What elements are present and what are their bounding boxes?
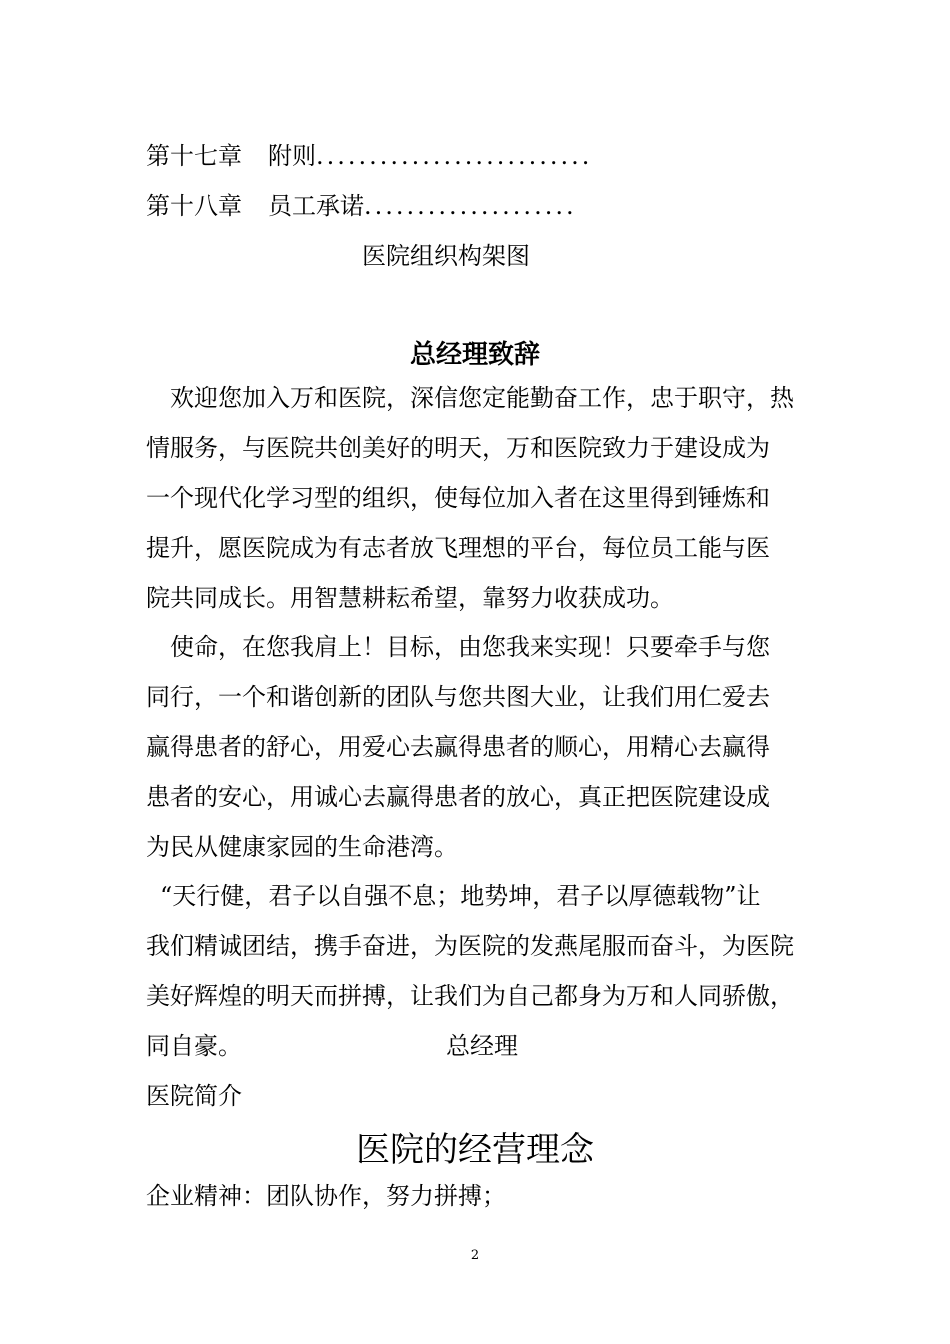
philosophy-title: 医院的经营理念 xyxy=(356,1130,594,1170)
gm-speech-paragraph-3-cont xyxy=(146,921,816,1021)
text-line: 赢得患者的舒心，用爱心去赢得患者的顺心，用精心去赢得 xyxy=(146,733,770,761)
gm-speech-paragraph-2 xyxy=(146,622,816,872)
text-line: 使命，在您我肩上！目标，由您我来实现！只要牵手与您 xyxy=(146,633,770,661)
text-line: 提升，愿医院成为有志者放飞理想的平台，每位员工能与医 xyxy=(146,534,770,562)
toc-entry-18[interactable] xyxy=(146,186,577,221)
text-line: 患者的安心，用诚心去赢得患者的放心，真正把医院建设成 xyxy=(146,783,770,811)
text-line: 欢迎您加入万和医院，深信您定能勤奋工作，忠于职守，热 xyxy=(146,384,794,412)
text-line: 我们精诚团结，携手奋进，为医院的发燕尾服而奋斗，为医院 xyxy=(146,932,794,960)
toc-chapter: 第十七章 xyxy=(146,142,242,170)
gm-speech-title: 总经理致辞 xyxy=(409,340,540,370)
toc-dots: .................... xyxy=(364,192,577,220)
text-line: 同行，一个和谐创新的团队与您共图大业，让我们用仁爱去 xyxy=(146,683,770,711)
toc-entry-17[interactable] xyxy=(146,136,592,171)
toc-title: 员工承诺 xyxy=(268,192,364,220)
org-chart-caption: 医院组织构架图 xyxy=(362,242,530,270)
text-line: 一个现代化学习型的组织，使每位加入者在这里得到锤炼和 xyxy=(146,484,770,512)
text-line: 院共同成长。用智慧耕耘希望，靠努力收获成功。 xyxy=(146,584,674,612)
text-line: 为民从健康家园的生命港湾。 xyxy=(146,833,458,861)
philosophy-item: 企业精神：团队协作，努力拼搏； xyxy=(146,1182,506,1210)
gm-speech-closing: 同自豪。 xyxy=(146,1032,242,1060)
gm-speech-paragraph-1 xyxy=(146,373,816,623)
text-line: “天行健，君子以自强不息；地势坤，君子以厚德载物”让 xyxy=(160,882,761,910)
hospital-intro-label: 医院简介 xyxy=(146,1082,242,1110)
gm-speech-paragraph-3 xyxy=(160,871,830,921)
gm-signature: 总经理 xyxy=(446,1032,518,1060)
toc-dots: .......................... xyxy=(316,142,593,170)
toc-title: 附则 xyxy=(268,142,316,170)
toc-chapter: 第十八章 xyxy=(146,192,242,220)
page-number: 2 xyxy=(470,1248,480,1263)
text-line: 美好辉煌的明天而拼搏，让我们为自己都身为万和人同骄傲， xyxy=(146,982,794,1010)
text-line: 情服务，与医院共创美好的明天，万和医院致力于建设成为 xyxy=(146,434,770,462)
